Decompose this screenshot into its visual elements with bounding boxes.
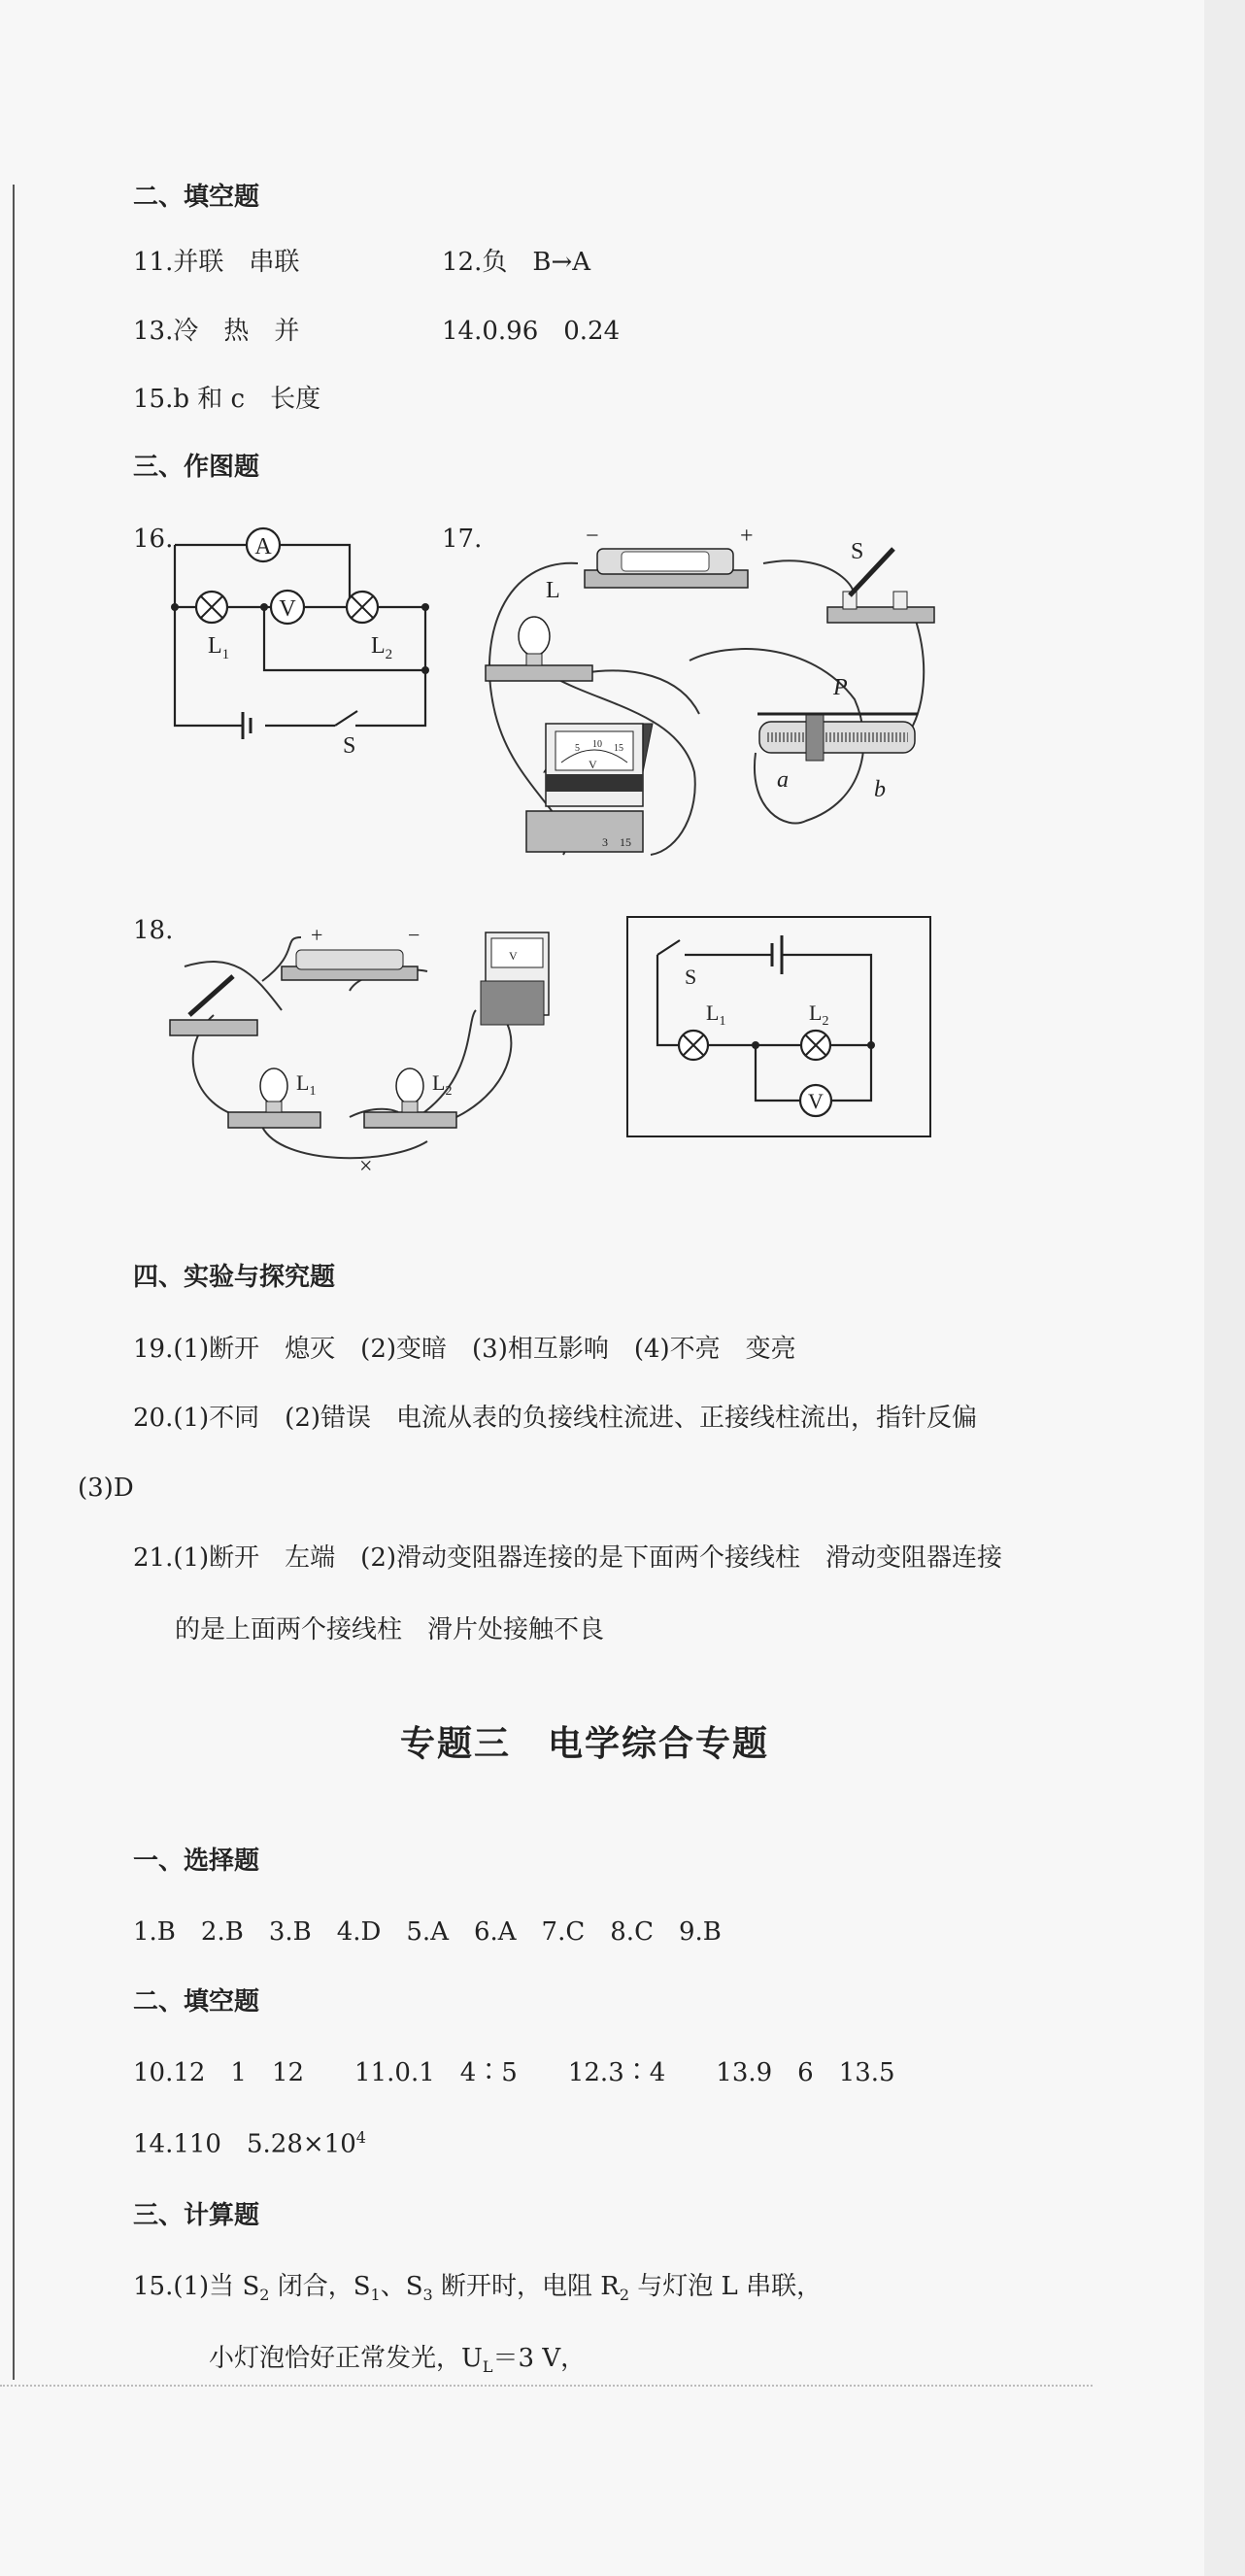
section-fill-title: 二、填空题 [133,183,260,212]
lamp1-label: $L_1$ [706,1000,726,1029]
section-drawing-title: 三、作图题 [133,453,260,482]
answer-15: 15.b 和 c 长度 [133,385,321,414]
scale-label: 15 [614,743,623,754]
voltmeter-label: V [808,1089,824,1113]
voltmeter-label: V [279,596,296,622]
slider-label: P [833,675,848,700]
battery-minus: − [586,524,599,549]
question-18-number: 18. [133,916,174,945]
answer-20: 20.(1)不同 (2)错误 电流从表的负接线柱流进、正接线柱流出，指针反偏 [133,1404,978,1433]
section-experiment-title: 四、实验与探究题 [133,1263,336,1292]
voltmeter-icon [481,932,549,1025]
answer-11: 11.并联 串联 [133,248,300,277]
rheostat-icon [757,714,918,761]
question-16-number: 16. [133,525,174,554]
battery-icon [282,950,418,980]
lamp-icon [486,617,592,681]
fill-answers-line-1: 10.12 1 12 11.0.1 4∶5 12.3∶4 13.9 6 13.5 [133,2058,895,2087]
answer-15-calc-line-1: 15.(1)当 $S_2$ 闭合，$S_1$、$S_3$ 断开时，电阻 $R_2$ 与灯泡 L 串联， [133,2272,823,2305]
answer-20-continued: (3)D [78,1474,134,1503]
answer-21-continued: 的是上面两个接线柱 滑片处接触不良 [175,1615,605,1644]
switch-label: S [851,539,864,564]
battery-plus: + [311,923,323,947]
answer-21: 21.(1)断开 左端 (2)滑动变阻器连接的是下面两个接线柱 滑动变阻器连接 [133,1543,1003,1573]
question-17-number: 17. [442,525,483,554]
meter-letter: V [509,949,518,963]
section-fill-title-2: 二、填空题 [133,1987,260,2017]
end-b-label: b [874,777,886,802]
scale-label: 5 [575,743,580,754]
scale-label: 10 [592,739,602,750]
lamp2-label: $L_2$ [432,1070,453,1099]
voltmeter-icon [526,724,653,852]
circuit-diagram-16 [165,520,456,759]
section-calc-title: 三、计算题 [133,2201,260,2230]
lamp1-label: $L_1$ [296,1070,317,1099]
meter-letter: V [589,758,597,771]
answer-12: 12.负 B→A [442,248,591,277]
end-a-label: a [777,767,789,793]
circuit-diagram-18-schematic [626,916,932,1139]
topic-title: 专题三 电学综合专题 [400,1724,770,1764]
terminal-label: 3 [602,835,608,849]
lamp1-label: $L_1$ [208,633,230,662]
battery-icon [585,549,748,588]
switch-label: S [343,733,356,759]
answer-14: 14.0.96 0.24 [442,317,621,346]
answer-15-calc-line-2: 小灯泡恰好正常发光，$U_L=3$ V， [209,2344,587,2377]
answer-13: 13.冷 热 并 [133,317,300,346]
ammeter-label: A [254,534,272,559]
knife-switch-icon [170,976,257,1035]
bottom-dotted-divider [0,2385,1093,2387]
wrong-wire-cross: × [359,1154,373,1179]
answer-19: 19.(1)断开 熄灭 (2)变暗 (3)相互影响 (4)不亮 变亮 [133,1335,796,1364]
choice-answers: 1.B 2.B 3.B 4.D 5.A 6.A 7.C 8.C 9.B [133,1917,722,1947]
left-margin-rule [13,185,15,2380]
terminal-label: 15 [620,835,631,849]
lamp2-label: $L_2$ [809,1000,829,1029]
section-choice-title: 一、选择题 [133,1847,260,1876]
circuit-diagram-18 [165,913,592,1179]
battery-plus: + [740,524,754,549]
lamp-label: L [546,578,560,603]
fill-answers-line-2: 14.110 $5.28\times 10^4$ [133,2128,366,2159]
switch-label: S [685,965,697,989]
battery-minus: − [408,923,421,947]
circuit-diagram-17 [466,520,971,889]
knife-switch-icon [827,549,934,623]
lamp2-label: $L_2$ [371,633,393,662]
